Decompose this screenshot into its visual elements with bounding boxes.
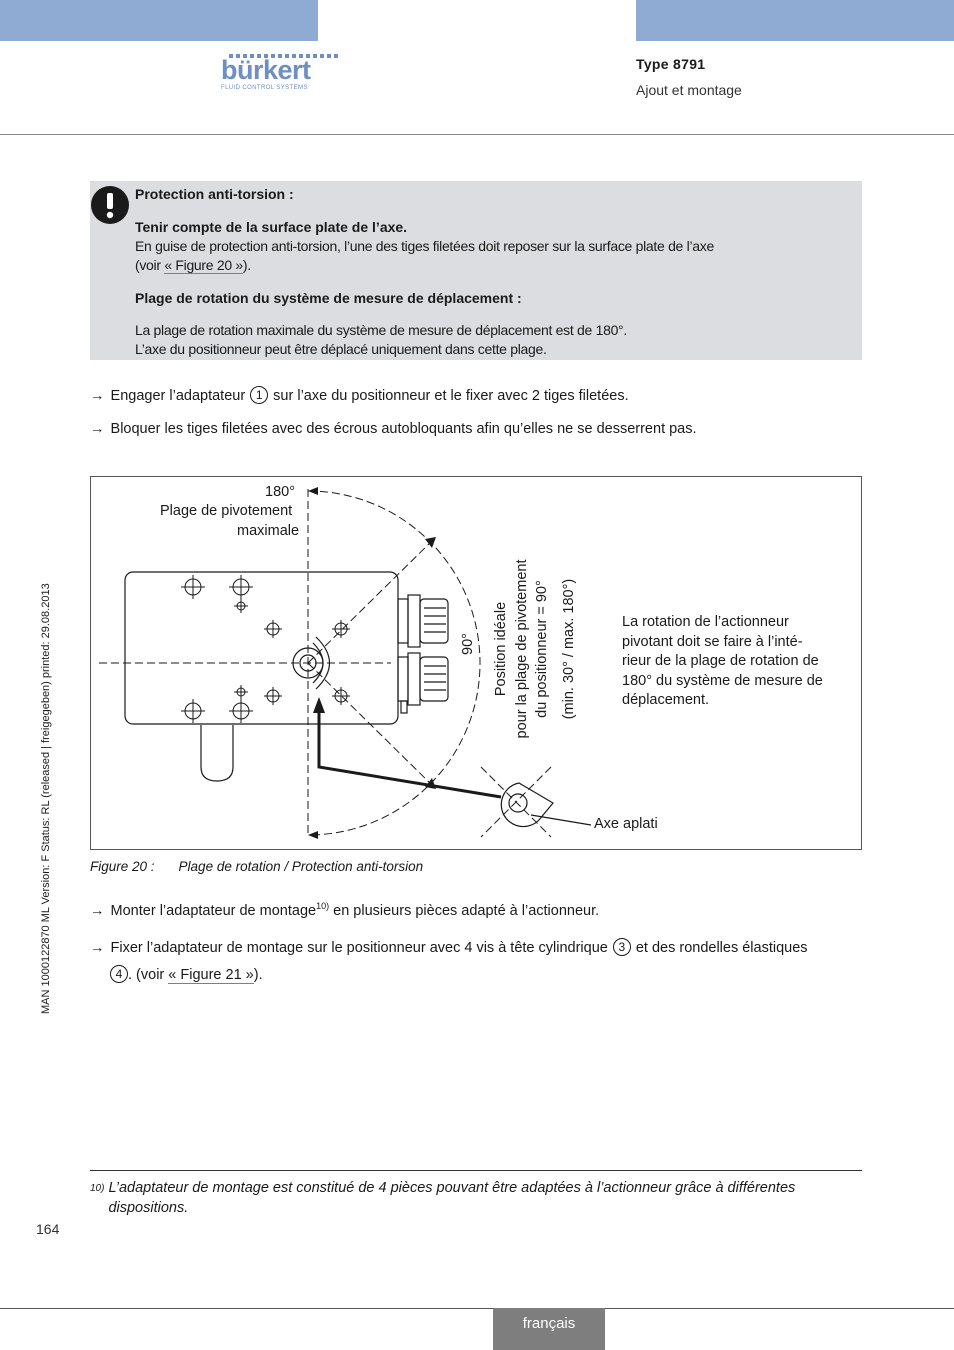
label-180-degrees: 180° xyxy=(265,484,295,500)
label-axe-aplati: Axe aplati xyxy=(594,816,658,832)
warning-subheading-axis: Tenir compte de la surface plate de l’axe. xyxy=(135,219,408,235)
warning-text-axis xyxy=(135,237,855,275)
label-ideal-position-line2: pour la plage de pivotement xyxy=(513,559,530,739)
warning-text-axis-line1: En guise de protection anti-torsion, l’une des tiges filetées doit reposer sur la surface plate de l’axe xyxy=(135,238,714,254)
footnote-text: L’adaptateur de montage est constitué de 4 pièces pouvant être adaptées à l’actionneur grâce à différentes dispositions. xyxy=(108,1180,796,1216)
exclamation-icon xyxy=(90,185,130,225)
callout-number-4: 4 xyxy=(110,965,128,983)
figure-20-link[interactable]: « Figure 20 » xyxy=(164,257,243,273)
callout-number-1: 1 xyxy=(250,386,268,404)
label-ideal-position-line4: (min. 30° / max. 180°) xyxy=(560,578,577,720)
step-4-text-pre: Fixer l’adaptateur de montage sur le positionneur avec 4 vis à tête cylindrique xyxy=(110,940,608,956)
label-ideal-position-line3: du positionneur = 90° xyxy=(534,580,550,718)
footnote xyxy=(90,1178,850,1218)
label-maximale: maximale xyxy=(237,523,300,539)
step-4-ref-pre: . (voir xyxy=(128,967,169,983)
label-ideal-position-block xyxy=(491,549,579,749)
step-arrow-icon: → xyxy=(90,421,105,437)
company-logo xyxy=(221,56,321,91)
label-ideal-position-line1: Position idéale xyxy=(493,601,509,697)
callout-number-3: 3 xyxy=(613,938,631,956)
step-1-text-post: sur l’axe du positionneur et le fixer avec 2 tiges filetées. xyxy=(273,388,629,404)
step-arrow-icon: → xyxy=(90,388,105,404)
figure-caption xyxy=(90,859,423,874)
warning-content xyxy=(135,184,855,359)
step-2-text: Bloquer les tiges filetées avec des écrous autobloquants afin qu’elles ne se desserrent pas. xyxy=(110,421,697,437)
footnote-mark: 10) xyxy=(90,1183,105,1194)
figure-caption-text: Plage de rotation / Protection anti-torsion xyxy=(178,859,424,874)
page-number: 164 xyxy=(36,1221,60,1237)
instruction-step-2 xyxy=(90,419,697,439)
header-accent-bar-right xyxy=(636,0,954,41)
figure-note-line5: déplacement. xyxy=(622,692,710,708)
warning-text-rotation xyxy=(135,321,855,359)
step-3-text-post: en plusieurs pièces adapté à l’actionneur. xyxy=(329,902,600,919)
warning-box xyxy=(90,181,862,360)
label-plage-pivotement: Plage de pivotement xyxy=(160,503,293,519)
language-tab[interactable]: français xyxy=(493,1308,605,1350)
warning-text-rotation-line1: La plage de rotation maximale du système de mesure de déplacement est de 180°. xyxy=(135,322,627,338)
warning-subheading-rotation: Plage de rotation du système de mesure de déplacement : xyxy=(135,290,522,306)
header-divider xyxy=(0,134,954,135)
figure-note-line2: pivotant doit se faire à l’inté- xyxy=(622,633,803,650)
figure-caption-number: Figure 20 : xyxy=(90,859,155,874)
footnote-divider xyxy=(90,1170,862,1171)
figure-note-line4: 180° du système de mesure de xyxy=(622,672,823,689)
warning-title: Protection anti-torsion : xyxy=(135,186,294,202)
label-90-degrees: 90° xyxy=(460,633,476,655)
figure-note-line3: rieur de la plage de rotation de xyxy=(622,653,819,669)
document-section: Ajout et montage xyxy=(636,82,742,98)
figure-21-link[interactable]: « Figure 21 » xyxy=(168,967,254,983)
step-3-text-pre: Monter l’adaptateur de montage xyxy=(110,902,317,919)
figure-20-frame xyxy=(90,476,862,850)
figure-note-block xyxy=(622,613,823,711)
document-status-vertical: MAN 1000122870 ML Version: F Status: RL (released | freigegeben) printed: 29.08.2013 xyxy=(40,583,52,1014)
instruction-step-1 xyxy=(90,386,629,406)
footer-divider xyxy=(0,1308,954,1309)
instruction-step-4 xyxy=(90,935,862,989)
step-1-text-pre: Engager l’adaptateur xyxy=(110,388,246,404)
document-type: Type 8791 xyxy=(636,56,706,72)
warning-text-axis-ref-pre: (voir xyxy=(135,257,165,273)
instruction-step-3 xyxy=(90,896,599,921)
step-arrow-icon: → xyxy=(90,940,105,956)
step-4-ref-post: ). xyxy=(253,967,263,983)
step-arrow-icon: → xyxy=(90,902,105,919)
logo-wordmark: bürkert xyxy=(221,55,311,85)
warning-text-rotation-line2: L’axe du positionneur peut être déplacé uniquement dans cette plage. xyxy=(135,341,547,357)
logo-subtitle: FLUID CONTROL SYSTEMS xyxy=(221,85,308,91)
figure-note-line1: La rotation de l’actionneur xyxy=(622,614,789,630)
step-4-text-post: et des rondelles élastiques xyxy=(635,940,808,956)
header-accent-bar-left xyxy=(0,0,318,41)
warning-text-axis-ref-post: ). xyxy=(242,257,251,273)
footnote-reference[interactable]: 10) xyxy=(316,901,330,911)
